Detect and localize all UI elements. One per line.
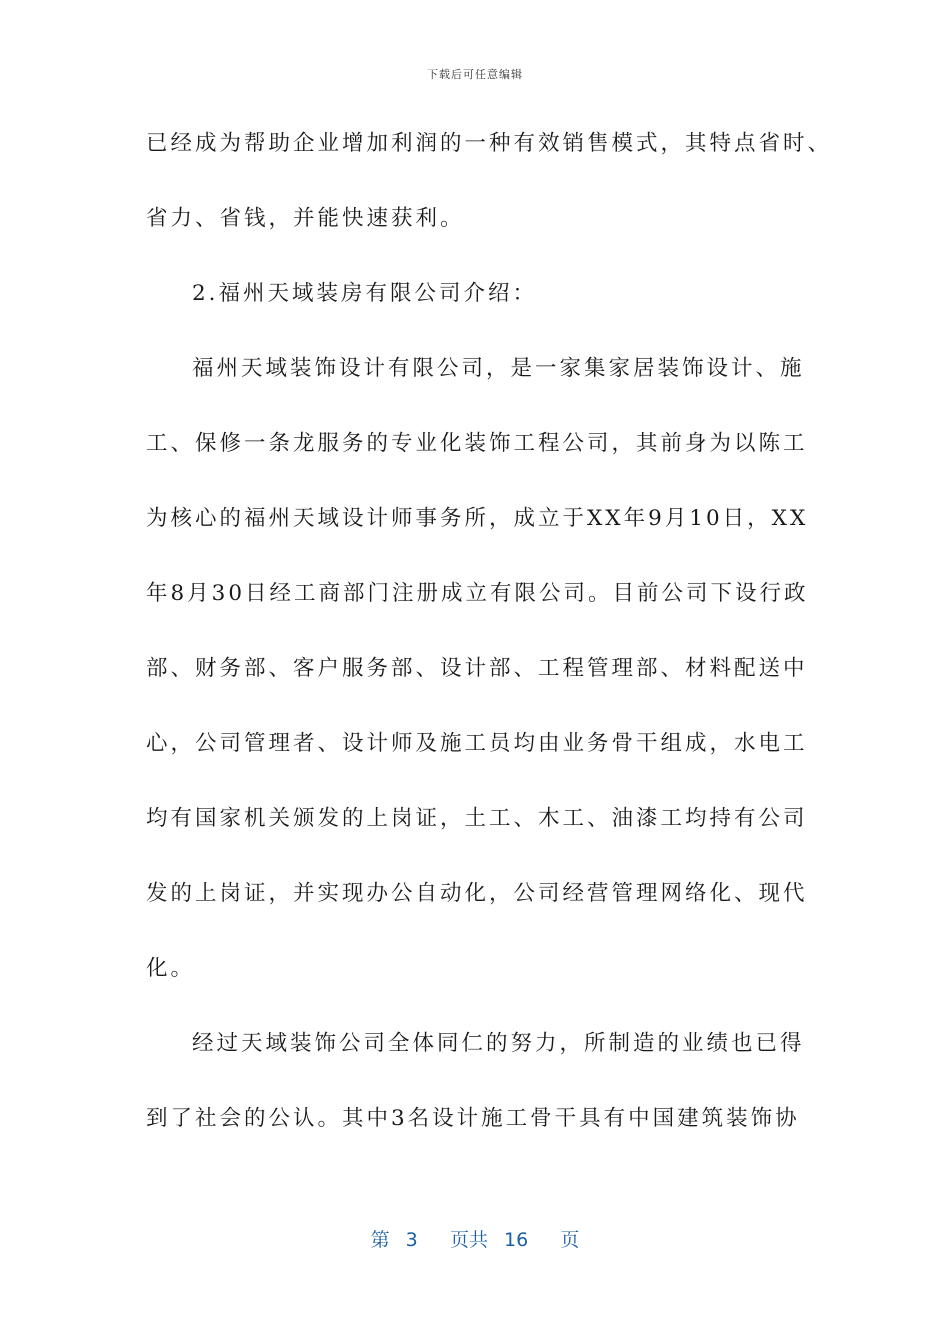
page-label-middle: 页共 [449, 1229, 488, 1251]
text-line: 福州天域装饰设计有限公司，是一家集家居装饰设计、施 [192, 356, 805, 381]
text-line: 经过天域装饰公司全体同仁的努力，所制造的业绩也已得 [192, 1031, 805, 1056]
text-line: 为核心的福州天域设计师事务所，成立于XX年9月10日，XX [146, 506, 809, 531]
page-footer [0, 1225, 950, 1252]
page-header: 下载后可任意编辑 [427, 68, 523, 81]
text-line: 部、财务部、客户服务部、设计部、工程管理部、材料配送中 [146, 656, 808, 681]
text-line: 发的上岗证，并实现办公自动化，公司经营管理网络化、现代 [146, 881, 808, 906]
text-line: 年8月30日经工商部门注册成立有限公司。目前公司下设行政 [146, 581, 809, 606]
text-line: 已经成为帮助企业增加利润的一种有效销售模式，其特点省时、 [146, 131, 833, 156]
page-label-suffix: 页 [560, 1229, 580, 1251]
section-heading: 2.福州天域装房有限公司介绍： [192, 281, 538, 306]
text-line: 均有国家机关颁发的上岗证，土工、木工、油漆工均持有公司 [146, 806, 808, 831]
text-line: 工、保修一条龙服务的专业化装饰工程公司，其前身为以陈工 [146, 431, 808, 456]
text-line: 到了社会的公认。其中3名设计施工骨干具有中国建筑装饰协 [146, 1106, 800, 1131]
total-pages-number: 16 [504, 1229, 529, 1251]
page-label-prefix: 第 [370, 1229, 390, 1251]
text-line: 省力、省钱，并能快速获利。 [146, 206, 465, 231]
current-page-number: 3 [405, 1229, 418, 1251]
text-line: 化。 [146, 956, 196, 981]
text-line: 心，公司管理者、设计师及施工员均由业务骨干组成，水电工 [146, 731, 808, 756]
